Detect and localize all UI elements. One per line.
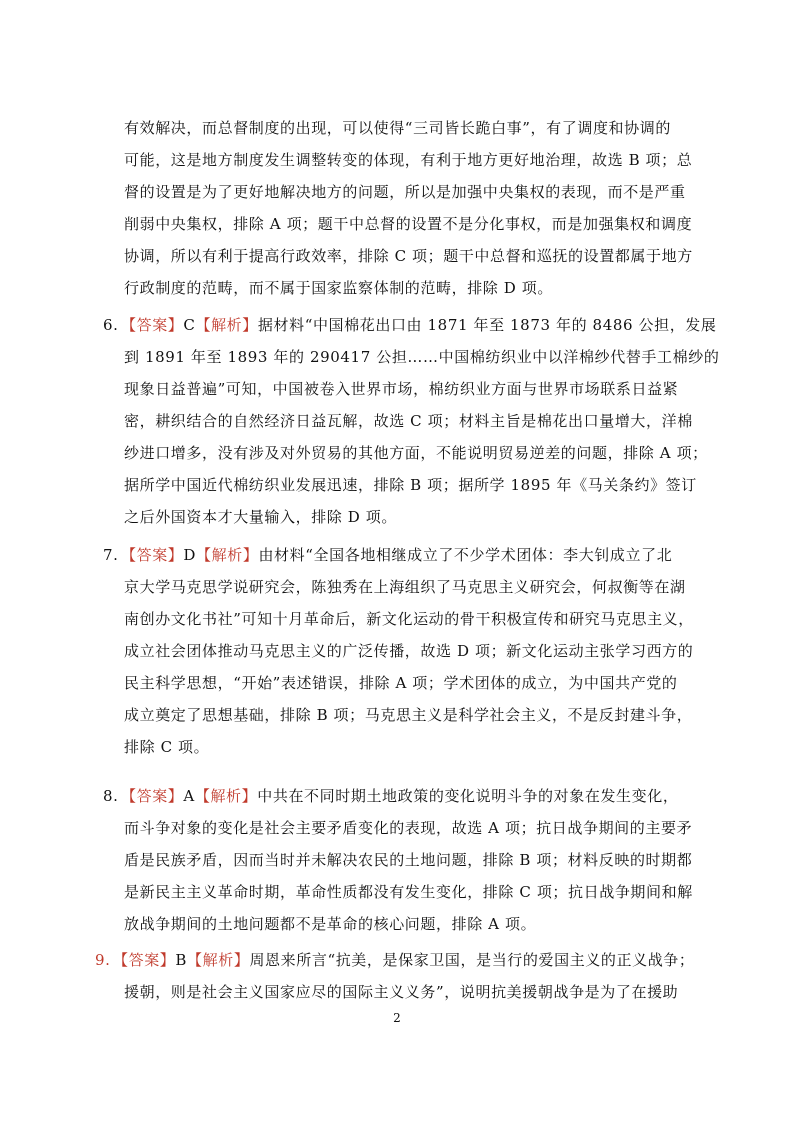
text-line: 成立社会团体推动马克思主义的广泛传播，故选 D 项；新文化运动主张学习西方的 [124,642,694,660]
answer-tag: 【答案】 [113,951,176,969]
analysis-tag: 【解析】 [195,316,258,334]
text-line: 民主科学思想，“开始”表述错误，排除 A 项；学术团体的成立，为中国共产党的 [124,674,678,692]
item-text: 据材料“中国棉花出口由 1871 年至 1873 年的 8486 公担，发展 [257,316,717,334]
text-line: 京大学马克思学说研究会，陈独秀在上海组织了马克思主义研究会，何叔衡等在湖 [124,578,686,596]
item-number: 6. [103,316,119,334]
text-line: 据所学中国近代棉纺织业发展迅速，排除 B 项；据所学 1895 年《马关条约》签订 [124,476,697,494]
analysis-tag: 【解析】 [194,787,258,805]
text-line: 纱进口增多，没有涉及对外贸易的其他方面，不能说明贸易逆差的问题，排除 A 项； [124,444,708,462]
question-item-7 [103,545,672,565]
answer-tag: 【答案】 [121,546,184,564]
text-line: 有效解决，而总督制度的出现，可以使得“三司皆长跪白事”，有了调度和协调的 [124,119,671,137]
text-line: 协调，所以有利于提高行政效率，排除 C 项；题干中总督和巡抚的设置都属于地方 [124,247,693,265]
item-number: 8. [103,787,119,805]
answer-tag: 【答案】 [121,316,184,334]
text-line: 是新民主主义革命时期，革命性质都没有发生变化，排除 C 项；抗日战争期间和解 [124,883,693,901]
answer-letter: B [175,951,188,969]
text-line: 成立奠定了思想基础，排除 B 项；马克思主义是科学社会主义，不是反封建斗争， [124,706,693,724]
question-item-9 [95,950,695,970]
text-line: 行政制度的范畴，而不属于国家监察体制的范畴，排除 D 项。 [124,279,553,297]
analysis-tag: 【解析】 [196,546,259,564]
text-line: 密，耕织结合的自然经济日益瓦解，故选 C 项；材料主旨是棉花出口量增大，洋棉 [124,412,693,430]
text-line: 排除 C 项。 [124,738,210,756]
answer-letter: A [183,787,195,805]
text-line: 督的设置是为了更好地解决地方的问题，所以是加强中央集权的表现，而不是严重 [124,183,686,201]
text-line: 现象日益普遍”可知，中国被卷入世界市场，棉纺织业方面与世界市场联系日益紧 [124,380,679,398]
item-text: 周恩来所言“抗美，是保家卫国，是当行的爱国主义的正义战争； [249,951,695,969]
text-line: 到 1891 年至 1893 年的 290417 公担……中国棉纺织业中以洋棉纱代替手工棉纱的 [124,348,720,366]
page-number: 2 [393,1011,401,1025]
answer-tag: 【答案】 [121,787,184,805]
question-item-6 [103,315,717,335]
text-line: 之后外国资本才大量输入，排除 D 项。 [124,508,397,526]
item-text: 中共在不同时期土地政策的变化说明斗争的对象在发生变化， [257,787,679,805]
answer-letter: C [183,316,196,334]
item-number: 7. [103,546,119,564]
analysis-tag: 【解析】 [187,951,250,969]
question-item-8 [103,786,678,806]
item-number: 9. [95,951,111,969]
text-line: 南创办文化书社”可知十月革命后，新文化运动的骨干积极宣传和研究马克思主义， [124,610,694,628]
answer-letter: D [183,546,197,564]
text-line: 而斗争对象的变化是社会主要矛盾变化的表现，故选 A 项；抗日战争期间的主要矛 [124,819,693,837]
text-line: 盾是民族矛盾，因而当时并未解决农民的土地问题，排除 B 项；材料反映的时期都 [124,851,693,869]
text-line: 削弱中央集权，排除 A 项；题干中总督的设置不是分化事权，而是加强集权和调度 [124,215,693,233]
text-line: 放战争期间的土地问题都不是革命的核心问题，排除 A 项。 [124,915,537,933]
text-line: 可能，这是地方制度发生调整转变的体现，有利于地方更好地治理，故选 B 项；总 [124,151,693,169]
item-text: 由材料“全国各地相继成立了不少学术团体：李大钊成立了北 [258,546,673,564]
text-line: 援朝，则是社会主义国家应尽的国际主义义务”，说明抗美援朝战争是为了在援助 [124,983,679,1001]
